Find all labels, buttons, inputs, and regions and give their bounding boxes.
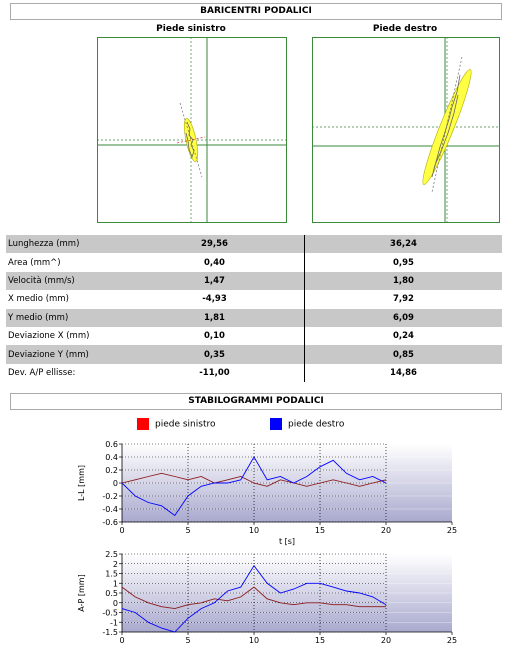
legend-swatch-right bbox=[270, 418, 282, 430]
table-row bbox=[6, 272, 502, 290]
table-row bbox=[6, 290, 502, 308]
right-value: 0,85 bbox=[305, 345, 503, 363]
y-tick-label: 2.5 bbox=[105, 550, 118, 559]
table-row bbox=[6, 327, 502, 345]
row-label: X medio (mm) bbox=[8, 294, 69, 305]
x-tick-label: 25 bbox=[446, 526, 458, 535]
y-axis-label: L-L [mm] bbox=[77, 464, 86, 502]
right-value: 6,09 bbox=[305, 309, 503, 327]
y-tick-label: 0.5 bbox=[105, 589, 118, 598]
right-value: 7,92 bbox=[393, 294, 414, 305]
right-value: 0,95 bbox=[393, 257, 414, 268]
table-row bbox=[6, 364, 502, 382]
left-value: -11,00 bbox=[125, 364, 305, 382]
left-value: 0,40 bbox=[125, 253, 305, 271]
table-row bbox=[6, 253, 502, 271]
x-tick-label: 20 bbox=[380, 526, 392, 535]
right-value: 36,24 bbox=[305, 235, 503, 253]
row-label: Dev. A/P ellisse: bbox=[8, 367, 76, 378]
y-axis-label: A-P [mm] bbox=[77, 574, 86, 612]
left-value: -4,93 bbox=[125, 290, 305, 308]
stabilogrammi-header: STABILOGRAMMI PODALICI bbox=[10, 393, 502, 410]
x-tick-label: 0 bbox=[119, 636, 125, 645]
right-foot-title: Piede destro bbox=[372, 24, 438, 34]
ll-chart bbox=[70, 438, 470, 550]
x-tick-label: 25 bbox=[446, 636, 458, 645]
y-tick-label: 0.2 bbox=[105, 466, 118, 475]
x-tick-label: 10 bbox=[248, 636, 260, 645]
y-tick-label: -0.6 bbox=[102, 518, 118, 527]
legend-label-left: piede sinistro bbox=[155, 419, 216, 430]
x-tick-label: 10 bbox=[248, 526, 260, 535]
left-value: 1,47 bbox=[125, 272, 305, 290]
y-tick-label: -1.5 bbox=[102, 628, 118, 637]
row-label: Area (mm^) bbox=[8, 257, 61, 268]
left-foot-title: Piede sinistro bbox=[156, 24, 226, 34]
legend-item-right bbox=[270, 418, 344, 430]
row-label: Velocità (mm/s) bbox=[6, 272, 125, 290]
left-foot-plot bbox=[97, 37, 287, 223]
x-tick-label: 5 bbox=[185, 526, 191, 535]
row-label: Deviazione Y (mm) bbox=[6, 345, 125, 363]
x-tick-label: 0 bbox=[119, 526, 125, 535]
row-label: Lunghezza (mm) bbox=[6, 235, 125, 253]
left-value: 1,81 bbox=[125, 309, 305, 327]
x-axis-label: t [s] bbox=[278, 537, 296, 546]
y-tick-label: 0 bbox=[112, 479, 118, 488]
y-tick-label: 1.5 bbox=[105, 569, 118, 579]
table-row bbox=[6, 235, 502, 253]
table-row bbox=[6, 309, 502, 327]
y-tick-label: 0.4 bbox=[105, 453, 118, 462]
stats-table bbox=[6, 235, 502, 382]
y-tick-label: -0.2 bbox=[102, 492, 118, 501]
right-foot-plot bbox=[312, 37, 500, 223]
x-tick-label: 15 bbox=[314, 526, 326, 535]
left-value: 29,56 bbox=[125, 235, 305, 253]
y-tick-label: 0.6 bbox=[105, 440, 118, 449]
baricentri-header: BARICENTRI PODALICI bbox=[10, 3, 502, 20]
y-tick-label: -1 bbox=[110, 618, 118, 628]
left-value: 0,35 bbox=[125, 345, 305, 363]
y-tick-label: 1 bbox=[112, 579, 118, 589]
right-value: 1,80 bbox=[305, 272, 503, 290]
x-tick-label: 5 bbox=[185, 636, 191, 645]
y-tick-label: 2 bbox=[112, 559, 118, 569]
y-tick-label: 0 bbox=[112, 598, 118, 608]
x-tick-label: 20 bbox=[380, 636, 392, 645]
ap-chart bbox=[70, 550, 470, 648]
y-tick-label: -0.4 bbox=[102, 505, 118, 514]
legend-swatch-left bbox=[137, 418, 149, 430]
right-value: 14,86 bbox=[390, 367, 417, 378]
x-tick-label: 15 bbox=[314, 636, 326, 645]
legend-item-left bbox=[137, 418, 215, 430]
row-label: Y medio (mm) bbox=[6, 309, 125, 327]
legend-label-right: piede destro bbox=[288, 419, 345, 430]
left-value: 0,10 bbox=[125, 327, 305, 345]
table-row bbox=[6, 345, 502, 363]
right-value: 0,24 bbox=[393, 331, 414, 342]
y-tick-label: -0.5 bbox=[102, 608, 118, 618]
row-label: Deviazione X (mm) bbox=[8, 331, 90, 342]
